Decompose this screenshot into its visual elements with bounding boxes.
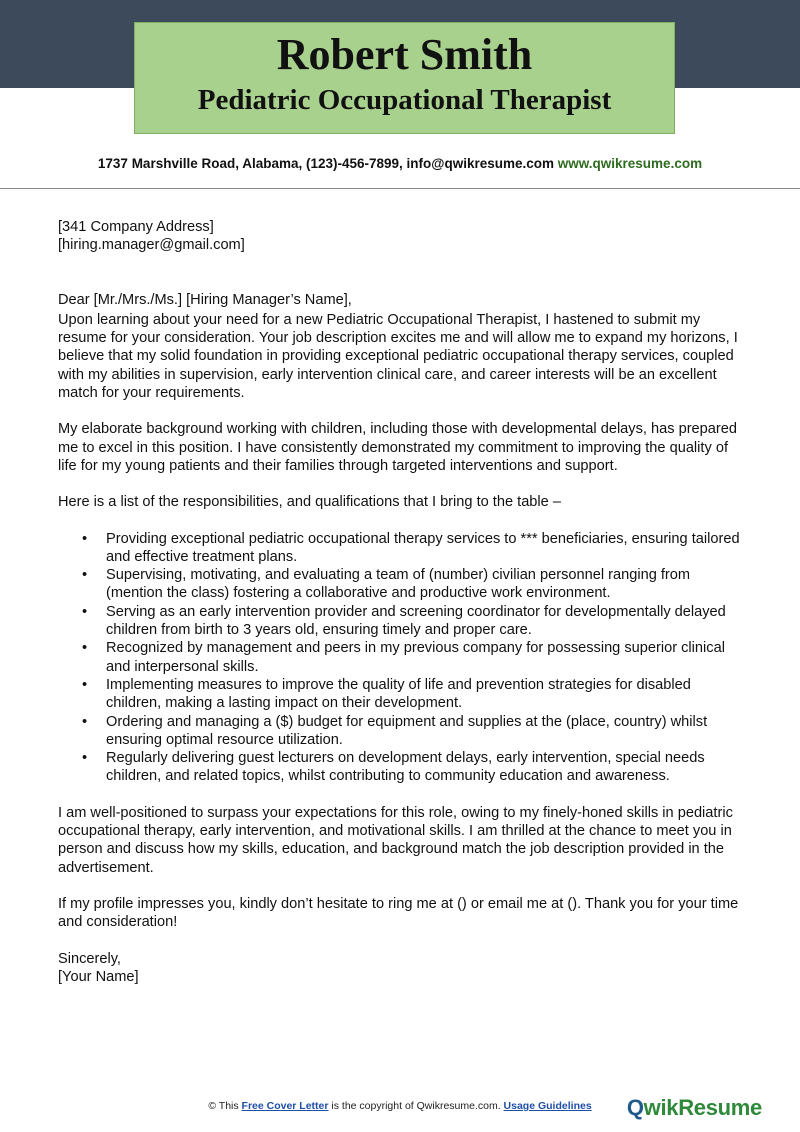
name-box	[134, 22, 675, 134]
bullet-text: Recognized by management and peers in my previous company for possessing superior clinical and interpersonal skills.	[106, 640, 725, 675]
responsibility-list	[58, 530, 748, 786]
paragraph: Here is a list of the responsibilities, and qualifications that I bring to the table –	[58, 494, 561, 511]
contact-details: 1737 Marshville Road, Alabama, (123)-456-7899, info@qwikresume.com	[97, 156, 555, 171]
footer-prefix: © This	[208, 1100, 242, 1112]
list-item	[58, 713, 748, 750]
signoff: Sincerely,	[58, 950, 121, 967]
divider	[0, 188, 800, 189]
bullet-text: Supervising, motivating, and evaluating a team of (number) civilian personnel ranging from (mention the class) fostering a collaborative and productive work environment.	[106, 567, 691, 602]
contact-line	[0, 156, 800, 171]
bullet-glyph: •	[82, 530, 88, 547]
bullet-text: Providing exceptional pediatric occupational therapy services to *** beneficiaries, ensuring tailored and effective treatment plans.	[106, 530, 740, 565]
bullet-glyph: •	[82, 640, 88, 657]
list-item	[58, 566, 748, 603]
free-cover-letter-link[interactable]: Free Cover Letter	[241, 1100, 329, 1112]
list-item	[58, 639, 748, 676]
paragraph: I am well-positioned to surpass your expectations for this role, owing to my finely-honed skills in pediatric occupational therapy, early intervention, and motivational skills. I am thrilled at the chance to meet you in person and discuss how my skills, education, and background match the job description provided in the advertisement.	[58, 804, 733, 876]
bullet-text: Implementing measures to improve the quality of life and prevention strategies for disabled children, making a lasting impact on their development.	[106, 676, 691, 712]
paragraph: If my profile impresses you, kindly don’t hesitate to ring me at () or email me at (). Thank you for your time and consideration!	[58, 895, 739, 931]
list-item	[58, 676, 748, 713]
letter-body	[58, 218, 748, 986]
recipient-email: [hiring.manager@gmail.com]	[58, 237, 245, 254]
bullet-text: Serving as an early intervention provider and screening coordinator for developmentally delayed children from birth to 3 years old, ensuring timely and proper care.	[106, 603, 726, 639]
bullet-glyph: •	[82, 676, 88, 693]
salutation: Dear [Mr./Mrs./Ms.] [Hiring Manager’s Name],	[58, 291, 352, 308]
recipient-address: [341 Company Address]	[58, 219, 214, 235]
paragraph: Upon learning about your need for a new Pediatric Occupational Therapist, I hastened to submit my resume for your consideration. Your job description excites me and will allow me to expand my horizons, I believe that my solid foundation in providing exceptional pediatric occupational therapy services, coupled with my abilities in supervision, early intervention clinical care, and career interests will be an excellent match for your requirements.	[58, 311, 738, 402]
list-item	[58, 749, 748, 786]
logo-part2: wikResume	[643, 1095, 762, 1120]
bullet-glyph: •	[82, 567, 88, 584]
list-item	[58, 530, 748, 567]
bullet-glyph: •	[82, 603, 88, 620]
bullet-glyph: •	[82, 750, 88, 767]
list-item	[58, 603, 748, 640]
website-link[interactable]: www.qwikresume.com	[557, 156, 703, 171]
paragraph: My elaborate background working with children, including those with developmental delays, has prepared me to excel in this position. I have consistently demonstrated my commitment to improving the quality of life for my young patients and their families through targeted interventions and support.	[58, 421, 738, 474]
logo-part1: Q	[626, 1095, 644, 1120]
applicant-name: Robert Smith	[276, 30, 533, 79]
bullet-text: Ordering and managing a ($) budget for equipment and supplies at the (place, country) whilst ensuring optimal resource utilization.	[106, 713, 708, 748]
footer-middle: is the copyright of Qwikresume.com.	[328, 1100, 504, 1112]
qwikresume-logo[interactable]	[627, 1095, 762, 1121]
bullet-glyph: •	[82, 713, 88, 730]
bullet-text: Regularly delivering guest lecturers on development delays, early intervention, special needs children, and related topics, whilst contributing to community education and awareness.	[106, 750, 705, 785]
applicant-title: Pediatric Occupational Therapist	[197, 84, 612, 116]
signature: [Your Name]	[58, 968, 139, 985]
usage-guidelines-link[interactable]: Usage Guidelines	[503, 1100, 592, 1112]
